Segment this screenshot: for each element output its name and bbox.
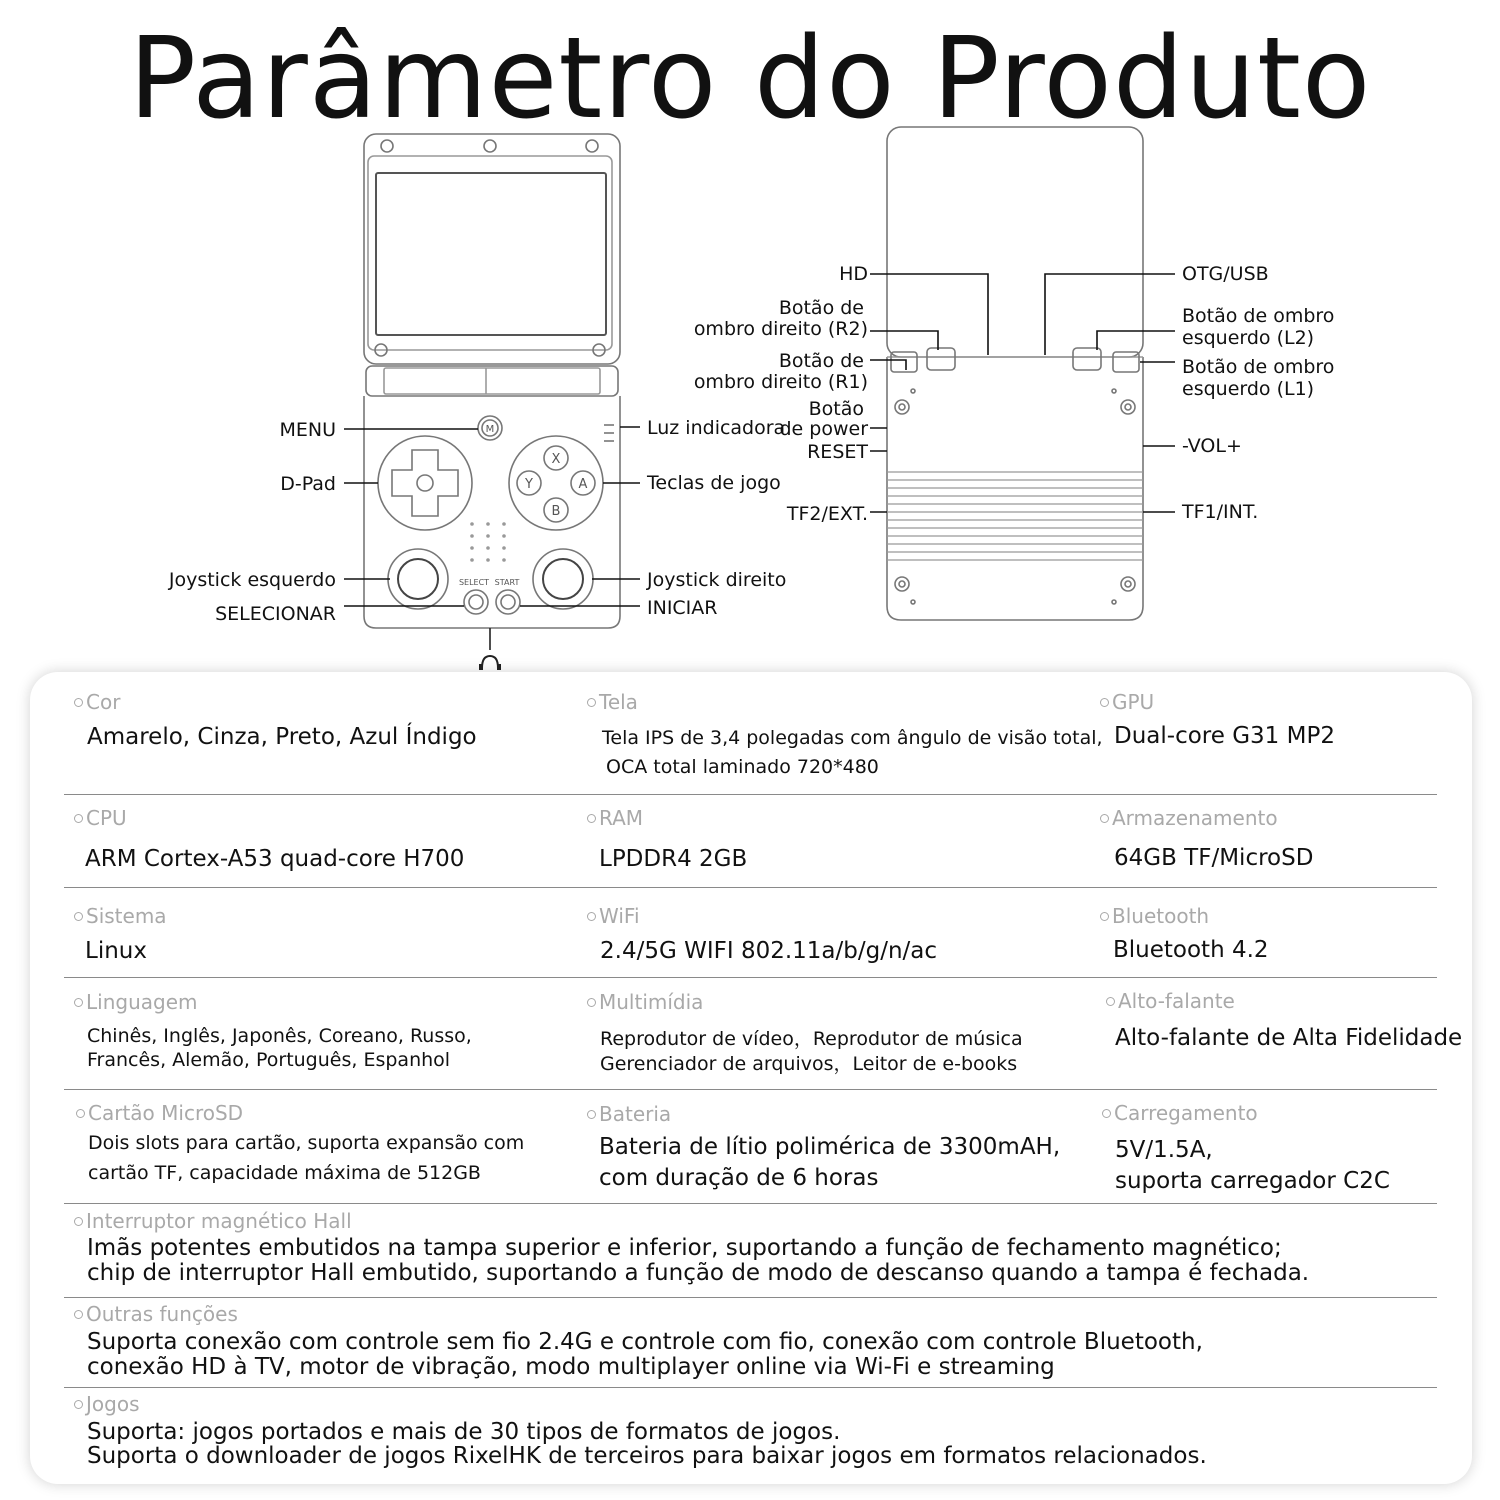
button-b-letter: B xyxy=(551,504,561,519)
spec-label-altofalante: Alto-falante xyxy=(1106,989,1235,1013)
spec-value-tela-line2: OCA total laminado 720*480 xyxy=(606,756,879,778)
spec-value-bateria-line1: Bateria de lítio polimérica de 3300mAH, xyxy=(599,1134,1061,1160)
callout-vol: -VOL+ xyxy=(1182,435,1242,457)
row-divider xyxy=(64,1089,1437,1090)
spec-label-gpu: GPU xyxy=(1100,690,1154,714)
callout-otg-usb: OTG/USB xyxy=(1182,263,1269,285)
callout-r2-line1: Botão de xyxy=(778,297,864,319)
spec-label-linguagem: Linguagem xyxy=(74,990,197,1014)
select-print: SELECT xyxy=(458,578,490,587)
button-y-letter: Y xyxy=(525,477,533,492)
callout-indicator-light: Luz indicadora xyxy=(647,417,786,439)
spec-label-bateria: Bateria xyxy=(587,1102,671,1126)
spec-label-cartao: Cartão MicroSD xyxy=(76,1101,243,1125)
spec-value-cpu: ARM Cortex-A53 quad-core H700 xyxy=(85,846,465,872)
callout-tf1: TF1/INT. xyxy=(1182,501,1259,523)
spec-value-altofalante: Alto-falante de Alta Fidelidade xyxy=(1115,1025,1463,1051)
callout-l2-line1: Botão de ombro xyxy=(1182,305,1335,327)
start-print: START xyxy=(494,578,520,587)
callout-r2-line2: ombro direito (R2) xyxy=(693,318,868,340)
callout-dpad: D-Pad xyxy=(280,473,336,495)
spec-value-tela-line1: Tela IPS de 3,4 polegadas com ângulo de visão total, xyxy=(602,727,1103,749)
callout-r1-line1: Botão de xyxy=(778,350,864,372)
spec-label-sistema: Sistema xyxy=(74,904,167,928)
spec-value-jogos-line2: Suporta o downloader de jogos RixelHK de terceiros para baixar jogos em formatos relacionados. xyxy=(87,1443,1207,1469)
spec-value-outras-line1: Suporta conexão com controle sem fio 2.4G e controle com fio, conexão com controle Bluetooth, xyxy=(87,1329,1203,1355)
callout-start: INICIAR xyxy=(647,597,718,619)
front-view xyxy=(364,134,620,670)
spec-label-wifi: WiFi xyxy=(587,904,640,928)
spec-value-bateria-line2: com duração de 6 horas xyxy=(599,1165,879,1191)
callout-l2-line2: esquerdo (L2) xyxy=(1182,327,1315,349)
spec-value-sistema: Linux xyxy=(85,938,147,964)
spec-label-tela: Tela xyxy=(587,690,638,714)
spec-value-wifi: 2.4/5G WIFI 802.11a/b/g/n/ac xyxy=(600,938,938,964)
page-title: Parâmetro do Produto xyxy=(128,14,1372,144)
callout-joystick-right: Joystick direito xyxy=(647,569,787,591)
spec-value-jogos-line1: Suporta: jogos portados e mais de 30 tipos de formatos de jogos. xyxy=(87,1419,841,1445)
spec-label-hall: Interruptor magnético Hall xyxy=(74,1209,352,1233)
button-x-letter: X xyxy=(551,452,561,467)
row-divider xyxy=(64,794,1437,795)
callout-tf2: TF2/EXT. xyxy=(786,503,868,525)
menu-button-letter: M xyxy=(485,424,495,435)
spec-value-linguagem-line1: Chinês, Inglês, Japonês, Coreano, Russo, xyxy=(87,1025,472,1047)
spec-value-hall-line1: Imãs potentes embutidos na tampa superior e inferior, suportando a função de fechamento magnético; xyxy=(87,1235,1282,1261)
spec-label-carregamento: Carregamento xyxy=(1102,1101,1258,1125)
row-divider xyxy=(64,887,1437,888)
back-view xyxy=(887,127,1143,620)
callout-hd: HD xyxy=(839,263,868,285)
callout-select: SELECIONAR xyxy=(215,603,336,625)
callout-reset: RESET xyxy=(807,441,868,463)
spec-value-bluetooth: Bluetooth 4.2 xyxy=(1113,937,1269,963)
spec-label-cor: Cor xyxy=(74,690,120,714)
callout-r1-line2: ombro direito (R1) xyxy=(693,371,868,393)
spec-value-multimidia-line2: Gerenciador de arquivos，Leitor de e-books xyxy=(600,1053,1018,1075)
row-divider xyxy=(64,1387,1437,1388)
spec-label-ram: RAM xyxy=(587,806,643,830)
spec-value-cartao-line2: cartão TF, capacidade máxima de 512GB xyxy=(88,1162,481,1184)
spec-value-carregamento-line2: suporta carregador C2C xyxy=(1115,1168,1390,1194)
callout-l1-line2: esquerdo (L1) xyxy=(1182,378,1315,400)
spec-value-linguagem-line2: Francês, Alemão, Português, Espanhol xyxy=(87,1049,451,1071)
spec-value-multimidia-line1: Reprodutor de vídeo，Reprodutor de música xyxy=(600,1028,1023,1050)
spec-label-armazenamento: Armazenamento xyxy=(1100,806,1278,830)
spec-value-carregamento-line1: 5V/1.5A, xyxy=(1115,1137,1213,1163)
spec-label-outras: Outras funções xyxy=(74,1302,238,1326)
spec-label-multimidia: Multimídia xyxy=(587,990,703,1014)
spec-label-cpu: CPU xyxy=(74,806,127,830)
spec-value-armazenamento: 64GB TF/MicroSD xyxy=(1114,845,1314,871)
spec-value-hall-line2: chip de interruptor Hall embutido, suportando a função de modo de descanso quando a tampa é fechada. xyxy=(87,1260,1310,1286)
spec-value-ram: LPDDR4 2GB xyxy=(599,846,748,872)
spec-value-cartao-line1: Dois slots para cartão, suporta expansão com xyxy=(88,1132,525,1154)
spec-value-outras-line2: conexão HD à TV, motor de vibração, modo multiplayer online via Wi-Fi e streaming xyxy=(87,1354,1055,1380)
spec-value-gpu: Dual-core G31 MP2 xyxy=(1114,723,1335,749)
callout-game-keys: Teclas de jogo xyxy=(647,472,781,494)
spec-label-bluetooth: Bluetooth xyxy=(1100,904,1209,928)
callout-power-line2: de power xyxy=(779,418,868,440)
callout-power-line1: Botão xyxy=(808,398,864,420)
callout-menu: MENU xyxy=(279,419,336,441)
row-divider xyxy=(64,1297,1437,1298)
callout-joystick-left: Joystick esquerdo xyxy=(168,569,336,591)
spec-label-jogos: Jogos xyxy=(74,1392,140,1416)
button-a-letter: A xyxy=(578,477,588,492)
row-divider xyxy=(64,1203,1437,1204)
callout-l1-line1: Botão de ombro xyxy=(1182,356,1335,378)
spec-value-cor: Amarelo, Cinza, Preto, Azul Índigo xyxy=(87,724,477,750)
row-divider xyxy=(64,977,1437,978)
